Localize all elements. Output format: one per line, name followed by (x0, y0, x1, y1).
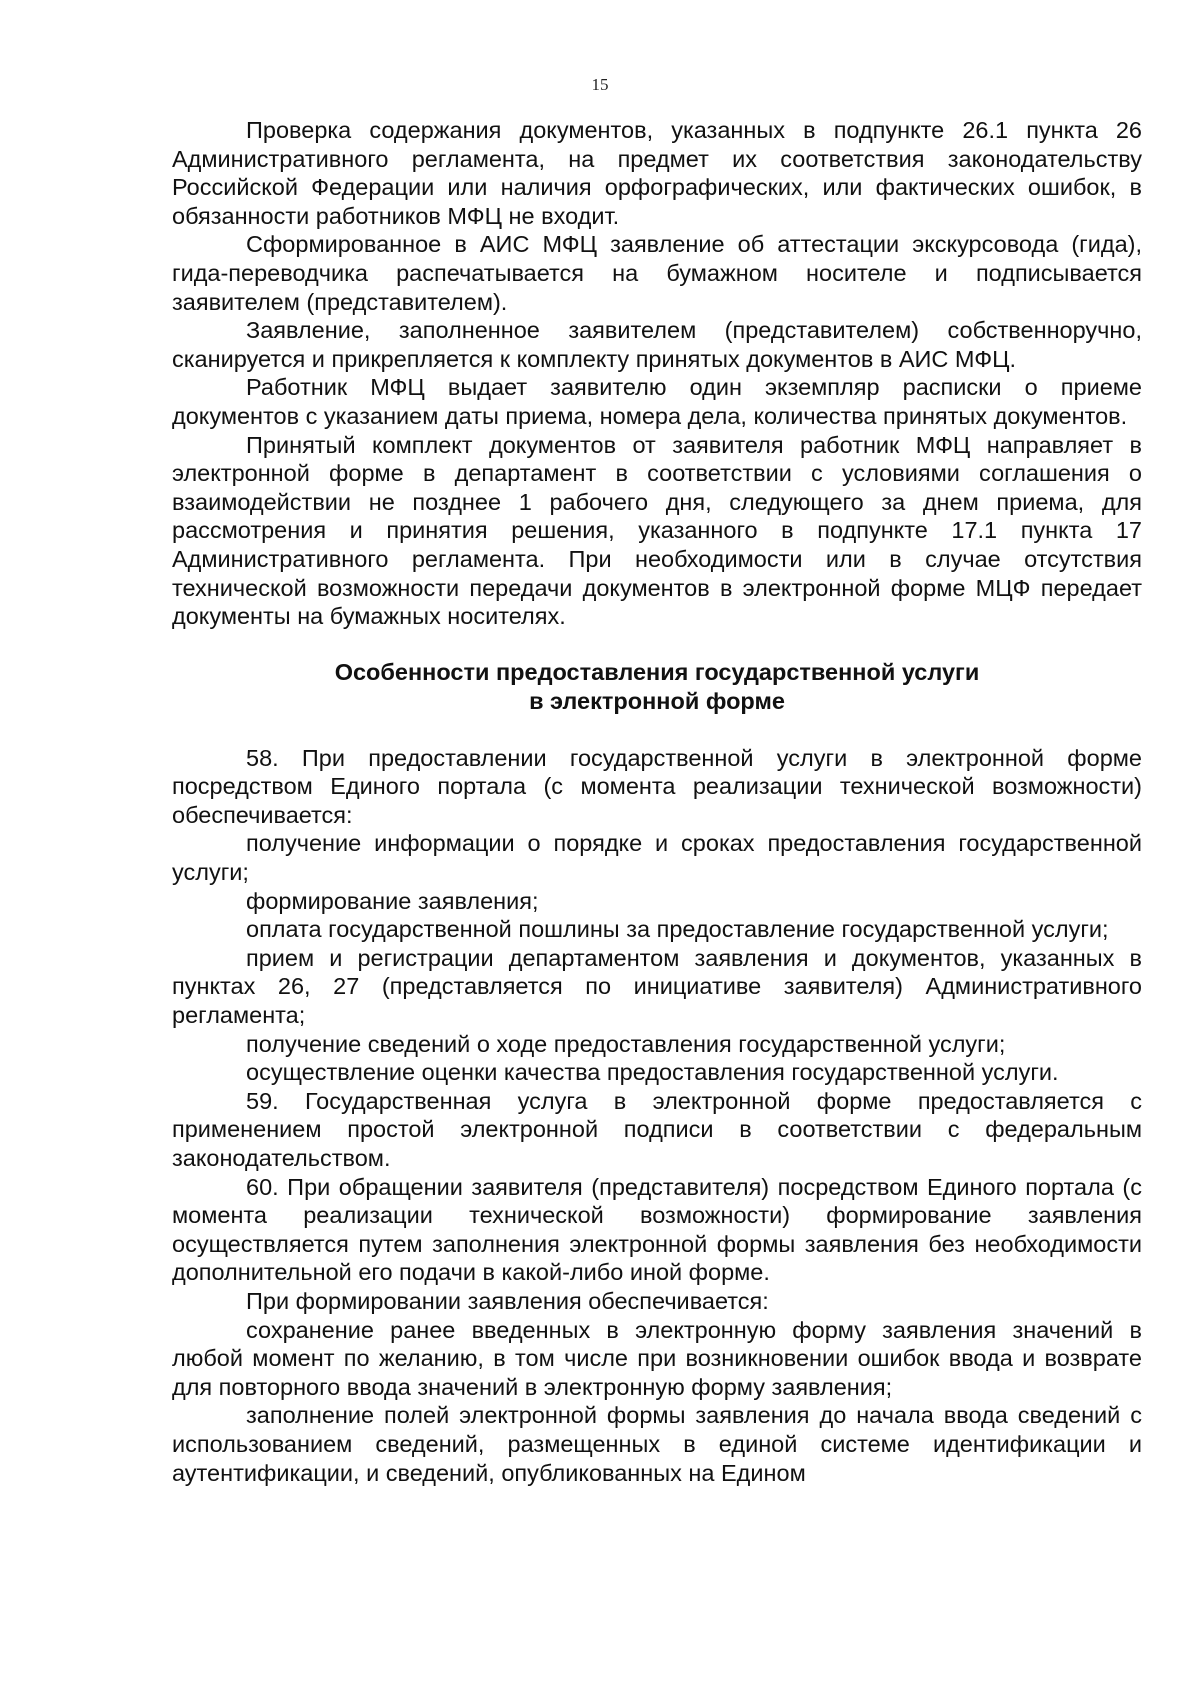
list-item: сохранение ранее введенных в электронную форму заявления значений в любой момент по желанию, в том числе при возникновении ошибок ввода и возврате для повторного ввода значений в электронную форму заявления; (172, 1316, 1142, 1400)
list-item: формирование заявления; (246, 887, 539, 914)
page-number: 15 (591, 75, 609, 94)
paragraph: Проверка содержания документов, указанных в подпункте 26.1 пункта 26 Административного регламента, на предмет их соответствия законодательству Российской Федерации или наличия орфографических, или фактических ошибок, в обязанности работников МФЦ не входит. (172, 117, 1142, 229)
section-heading-line-2: в электронной форме (529, 687, 785, 714)
paragraph: Сформированное в АИС МФЦ заявление об аттестации экскурсовода (гида), гида-переводчика распечатывается на бумажном носителе и подписывается заявителем (представителем). (172, 231, 1142, 315)
paragraph-clause-59: 59. Государственная услуга в электронной форме предоставляется с применением простой электронной подписи в соответствии с федеральным законодательством. (172, 1087, 1142, 1171)
list-item: оплата государственной пошлины за предоставление государственной услуги; (246, 916, 1109, 943)
paragraph-clause-60: 60. При обращении заявителя (представителя) посредством Единого портала (с момента реализации технической возможности) формирование заявления осуществляется путем заполнения электронной формы заявления без необходимости дополнительной его подачи в какой-либо иной форме. (172, 1173, 1142, 1286)
section-heading (172, 631, 1142, 744)
list-item: заполнение полей электронной формы заявления до начала ввода сведений с использованием сведений, размещенных в единой системе идентификации и аутентификации, и сведений, опубликованных на Едином (172, 1402, 1142, 1486)
list-item: получение информации о порядке и сроках предоставления государственной услуги; (172, 830, 1142, 886)
paragraph-clause-58: 58. При предоставлении государственной услуги в электронной форме посредством Единого портала (с момента реализации технической возможности) обеспечивается: (172, 744, 1142, 828)
paragraph: Заявление, заполненное заявителем (представителем) собственноручно, сканируется и прикрепляется к комплекту принятых документов в АИС МФЦ. (172, 317, 1142, 372)
paragraph: При формировании заявления обеспечивается: (246, 1287, 769, 1314)
list-item: прием и регистрации департаментом заявления и документов, указанных в пунктах 26, 27 (представляется по инициативе заявителя) Административного регламента; (172, 944, 1142, 1029)
list-item: осуществление оценки качества предоставления государственной услуги. (246, 1059, 1059, 1086)
paragraph: Принятый комплект документов от заявителя работник МФЦ направляет в электронной форме в департамент в соответствии с условиями соглашения о взаимодействии не позднее 1 рабочего дня, следующего за днем приема, для рассмотрения и принятия решения, указанного в подпункте 17.1 пункта 17 Административного регламента. При необходимости или в случае отсутствия технической возможности передачи документов в электронной форме МЦФ передает документы на бумажных носителях. (172, 431, 1142, 630)
document-body (172, 116, 1142, 1487)
section-heading-line-1: Особенности предоставления государственной услуги (334, 658, 980, 685)
list-item: получение сведений о ходе предоставления государственной услуги; (246, 1030, 1006, 1057)
paragraph: Работник МФЦ выдает заявителю один экземпляр расписки о приеме документов с указанием даты приема, номера дела, количества принятых документов. (172, 374, 1142, 429)
